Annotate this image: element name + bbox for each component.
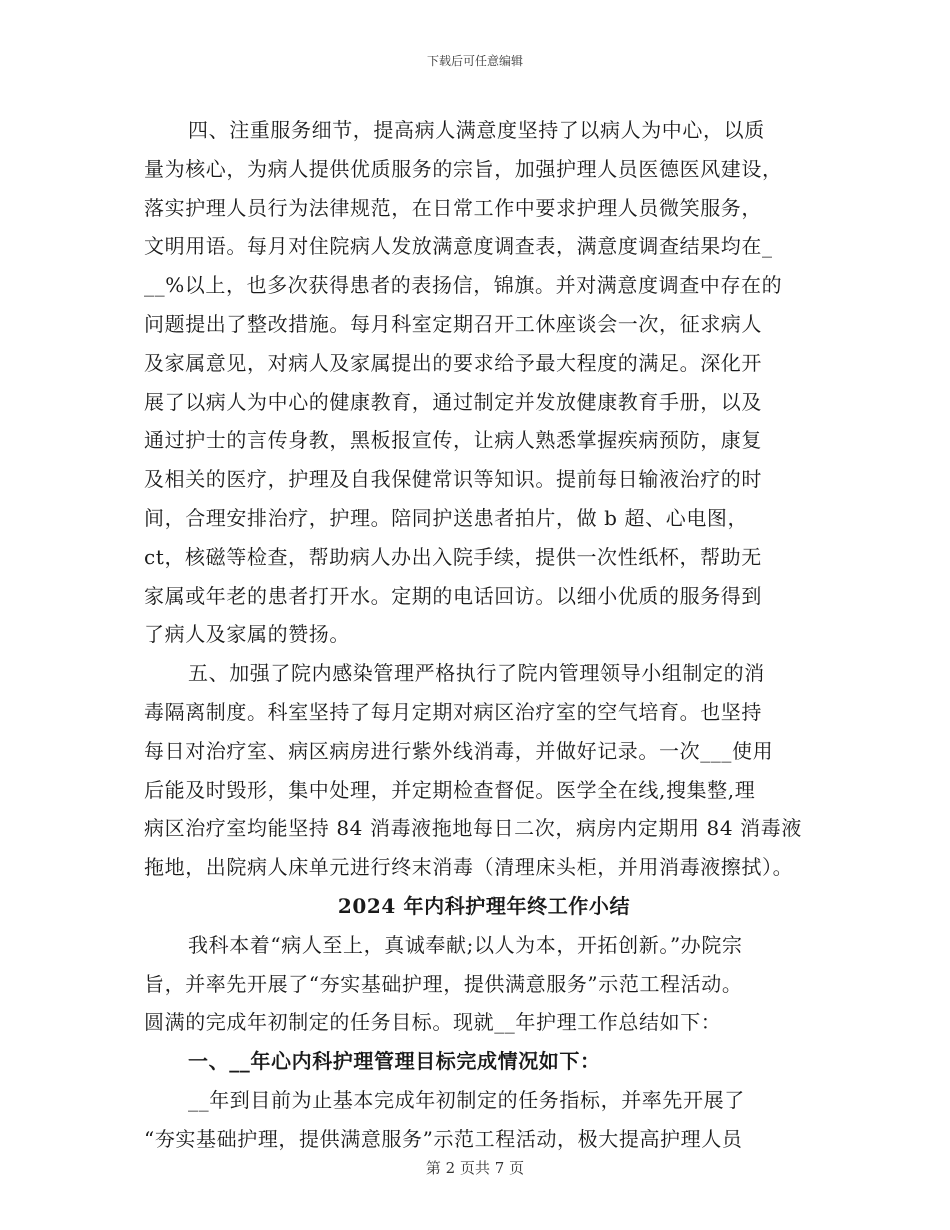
- paragraph-line: 圆满的完成年初制定的任务目标。现就__年护理工作总结如下：: [144, 1010, 722, 1035]
- paragraph-line: 每日对治疗室、病区病房进行紫外线消毒，并做好记录。一次___使用: [144, 738, 774, 763]
- paragraph-line: 及相关的医疗，护理及自我保健常识等知识。提前每日输液治疗的时: [144, 467, 762, 492]
- paragraph-line: 展了以病人为中心的健康教育，通过制定并发放健康教育手册，以及: [144, 389, 762, 414]
- paragraph-line: 间，合理安排治疗，护理。陪同护送患者拍片，做 b 超、心电图，: [144, 505, 749, 530]
- paragraph-line: 了病人及家属的赞扬。: [144, 622, 350, 647]
- paragraph-line: 落实护理人员行为法律规范，在日常工作中要求护理人员微笑服务，: [144, 195, 762, 220]
- paragraph-line: 通过护士的言传身教，黑板报宣传，让病人熟悉掌握疾病预防，康复: [144, 428, 762, 453]
- paragraph-line: 病区治疗室均能坚持 84 消毒液拖地每日二次，病房内定期用 84 消毒液: [144, 816, 802, 841]
- paragraph-line: “夯实基础护理，提供满意服务”示范工程活动，极大提高护理人员: [144, 1126, 743, 1151]
- section-title: 2024 年内科护理年终工作小结: [337, 893, 631, 918]
- paragraph-line: 旨，并率先开展了“夯实基础护理，提供满意服务”示范工程活动。: [144, 971, 743, 996]
- document-body: [144, 111, 824, 1159]
- paragraph-line: 五、加强了院内感染管理严格执行了院内管理领导小组制定的消: [188, 661, 765, 686]
- paragraph-line: __%以上，也多次获得患者的表扬信，锦旗。并对满意度调查中存在的: [144, 273, 783, 298]
- page-footer: 第 2 页共 7 页: [425, 1159, 525, 1177]
- paragraph-line: 四、注重服务细节，提高病人满意度坚持了以病人为中心，以质: [188, 118, 765, 142]
- paragraph-line: 及家属意见，对病人及家属提出的要求给予最大程度的满足。深化开: [144, 350, 762, 375]
- paragraph-line: 毒隔离制度。科室坚持了每月定期对病区治疗室的空气培育。也坚持: [144, 699, 762, 724]
- paragraph-line: 后能及时毁形，集中处理，并定期检查督促。医学全在线,搜集整,理: [144, 777, 756, 802]
- subsection-heading: 一、__年心内科护理管理目标完成情况如下：: [188, 1049, 601, 1074]
- paragraph-line: __年到目前为止基本完成年初制定的任务指标，并率先开展了: [188, 1087, 745, 1112]
- page-header: 下载后可任意编辑: [426, 54, 523, 68]
- paragraph-line: 文明用语。每月对住院病人发放满意度调查表，满意度调查结果均在_: [144, 234, 773, 259]
- paragraph-line: 拖地，出院病人床单元进行终末消毒（清理床头柜，并用消毒液擦拭）。: [144, 855, 794, 880]
- paragraph-line: ct，核磁等检查，帮助病人办出入院手续，提供一次性纸杯，帮助无: [144, 544, 762, 569]
- paragraph-line: 家属或年老的患者打开水。定期的电话回访。以细小优质的服务得到: [144, 583, 762, 608]
- paragraph-line: 我科本着“病人至上，真诚奉献;以人为本，开拓创新。”办院宗: [188, 932, 743, 957]
- paragraph-line: 量为核心，为病人提供优质服务的宗旨，加强护理人员医德医风建设，: [144, 156, 783, 181]
- paragraph-line: 问题提出了整改措施。每月科室定期召开工休座谈会一次，征求病人: [144, 311, 762, 336]
